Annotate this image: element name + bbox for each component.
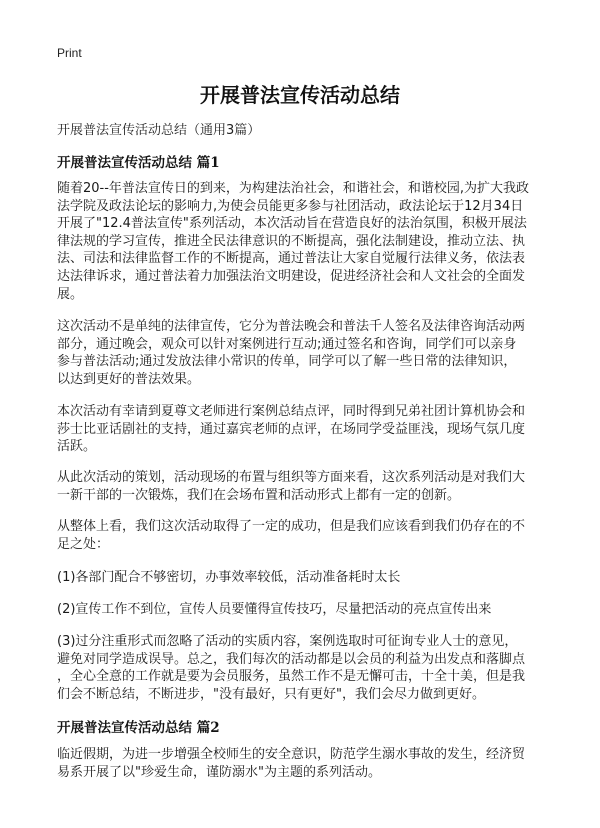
paragraph-line: (2)宣传工作不到位，宣传人员要懂得宣传技巧，尽量把活动的亮点宣传出来 [57,602,492,617]
paragraph-line: 随着20--年普法宣传日的到来，为构建法治社会，和谐社会，和谐校园,为扩大我政 [57,181,530,196]
print-label[interactable]: Print [57,46,82,60]
paragraph-line: (3)过分注重形式而忽略了活动的实质内容，案例选取时可征询专业人士的意见， [57,634,518,649]
paragraph-line: 法、司法和法律监督工作的不断提高，通过普法让大家自觉履行法律义务，依法表 [57,251,526,267]
paragraph-line: 以达到更好的普法效果。 [57,371,201,387]
paragraph-7 [57,601,545,619]
paragraph-1 [57,180,545,303]
paragraph-2 [57,318,545,388]
paragraph-line: 易系开展了以"珍爱生命，谨防溺水"为主题的系列活动。 [57,764,381,780]
paragraph-line: 展。 [57,286,84,302]
paragraph-line: 开展了"12.4普法宣传"系列活动，本次活动旨在营造良好的法治氛围，积极开展法 [57,216,527,232]
paragraph-line: 本次活动有幸请到夏尊文老师进行案例总结点评，同时得到兄弟社团计算机协会和 [57,404,526,419]
section-heading-1: 开展普法宣传活动总结 篇1 [57,155,220,171]
page-title: 开展普法宣传活动总结 [200,83,400,107]
paragraph-line: 从整体上看，我们这次活动取得了一定的成功，但是我们应该看到我们仍存在的不 [57,519,526,534]
paragraph-line: 从此次活动的策划，活动现场的布置与组织等方面来看，这次系列活动是对我们大 [57,470,526,485]
paragraph-line: 达法律诉求，通过普法着力加强法治文明建设，促进经济社会和人文社会的全面发 [57,268,526,284]
paragraph-8 [57,633,545,703]
paragraph-line: 莎士比亚话剧社的支持，通过嘉宾老师的点评，在场同学受益匪浅，现场气氛几度 [57,421,526,437]
paragraph-3 [57,403,545,456]
paragraph-5 [57,518,545,553]
paragraph-line: 活跃。 [57,439,97,455]
paragraph-line: 参与普法活动;通过发放法律小常识的传单，同学可以了解一些日常的法律知识， [57,354,517,370]
paragraph-9 [57,746,545,781]
paragraph-line: 律法规的学习宣传，推进全民法律意识的不断提高，强化法制建设，推动立法、执 [57,233,526,249]
paragraph-line: 足之处： [57,536,110,552]
paragraph-line: 部分，通过晚会，观众可以针对案例进行互动;通过签名和咨询，同学们可以亲身 [57,336,517,352]
paragraph-line: 这次活动不是单纯的法律宣传，它分为普法晚会和普法千人签名及法律咨询活动两 [57,319,526,334]
paragraph-line: 避免对同学造成误导。总之，我们每次的活动都是以会员的利益为出发点和落脚点 [57,651,526,667]
page-subtitle: 开展普法宣传活动总结（通用3篇） [57,123,261,138]
paragraph-line: ，全心全意的工作就是要为会员服务，虽然工作不是无懈可击，十全十美，但是我 [57,669,526,685]
paragraph-line: 法学院及政法论坛的影响力,为使会员能更多参与社团活动，政法论坛于12月34日 [57,198,524,214]
paragraph-6 [57,569,545,587]
paragraph-line: (1)各部门配合不够密切，办事效率较低，活动准备耗时太长 [57,570,401,585]
section-heading-2: 开展普法宣传活动总结 篇2 [57,720,220,736]
paragraph-line: 们会不断总结，不断进步，"没有最好，只有更好"，我们会尽力做到更好。 [57,686,485,702]
paragraph-line: 一新干部的一次锻炼，我们在会场布置和活动形式上都有一定的创新。 [57,487,461,503]
paragraph-4 [57,469,545,504]
paragraph-line: 临近假期，为进一步增强全校师生的安全意识，防范学生溺水事故的发生，经济贸 [57,747,526,762]
